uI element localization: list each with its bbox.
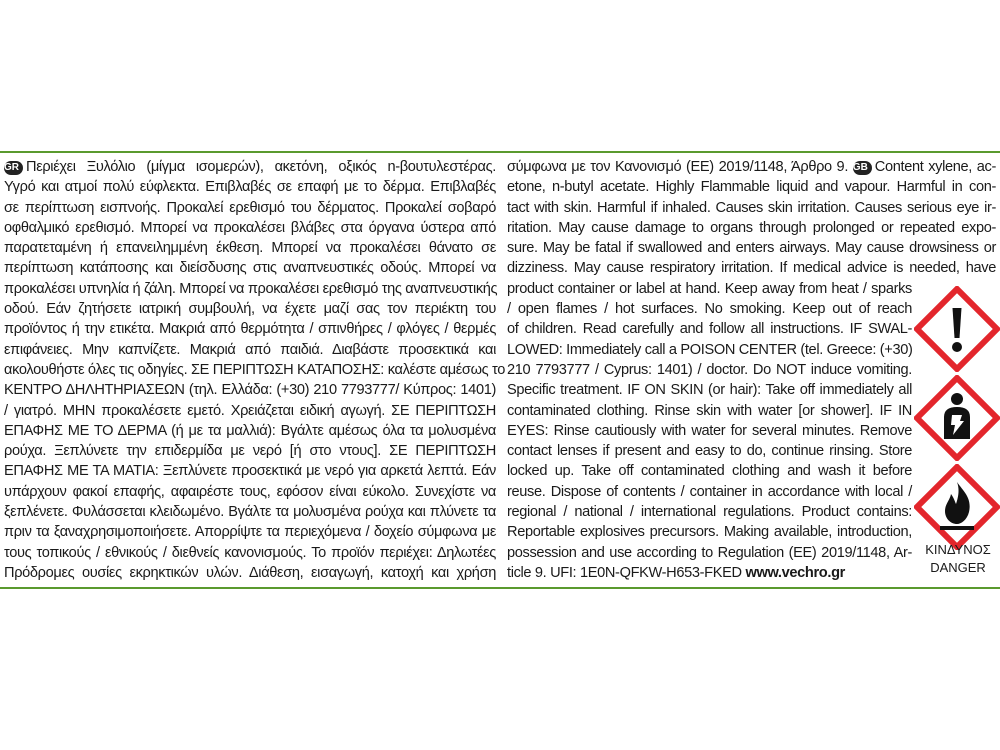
english-text-line: locked up. Take off contaminated clothing and wash it before (507, 463, 912, 480)
english-text-line: / open flames / hot surfaces. No smoking. Keep out of reach (507, 301, 912, 318)
greek-text-line: επιφάνειες. Μην καπνίζετε. Μακριά από παιδιά. Διαβάστε προσεκτικά και (4, 341, 496, 358)
greek-text-line: πριν τα ξαναχρησιμοποιήσετε. Απορρίψτε τα περιεχόμενα / δοχείο σύμφωνα με (4, 524, 496, 541)
english-text-line: ritation. May cause damage to organs through prolonged or repeated expo- (507, 219, 996, 236)
flame-icon (914, 464, 1000, 550)
english-first-line (507, 157, 996, 177)
top-rule (0, 151, 1000, 153)
greek-text-line: ρούχα. Ξεπλύνετε την επιδερμίδα με νερό [ή στο ντους]. ΣΕ ΠΕΡΙΠΤΩΣΗ (4, 443, 496, 460)
health-hazard-icon (914, 375, 1000, 461)
greek-text-line: ΚΕΝΤΡΟ ΔΗΛΗΤΗΡΙΑΣΕΩΝ (τηλ. Ελλάδα: (+30) 210 7793777/ Κύπρος: 1401) (4, 382, 496, 399)
english-text-line: possession and use according to Regulation (EE) 2019/1148, Ar- (507, 544, 912, 561)
english-text-line: tact with skin. Harmful if inhaled. Causes skin irritation. Causes serious eye ir- (507, 199, 996, 216)
gr-badge: GR (4, 161, 23, 175)
greek-text-line: οδού. Εάν ζητήσετε ιατρική συμβουλή, να έχετε μαζί σας τον περιέκτη του (4, 301, 496, 318)
english-first-prefix: σύμφωνα με τον Κανονισμό (ΕΕ) 2019/1148, Άρθρο 9. (507, 159, 849, 175)
greek-text-line: ακολουθήστε όλες τις οδηγίες. ΣΕ ΠΕΡΙΠΤΩΣΗ ΚΑΤΑΠΟΣΗΣ: καλέστε αμέσως το (4, 361, 505, 378)
greek-text-line: ΕΠΑΦΗΣ ΜΕ ΤΟ ΔΕΡΜΑ (ή με τα μαλλιά): Βγάλτε αμέσως όλα τα μολυσμένα (4, 422, 496, 439)
greek-text-line: / γιατρό. ΜΗΝ προκαλέσετε εμετό. Χρειάζεται ειδική αγωγή. ΣΕ ΠΕΡΙΠΤΩΣΗ (4, 402, 496, 419)
english-first-suffix: Content xylene, ac- (874, 159, 996, 175)
english-text-line: of children. Read carefully and follow all instructions. IF SWAL- (507, 321, 912, 338)
greek-text-line (4, 157, 496, 177)
greek-text-line: Υγρό και ατμοί πολύ εύφλεκτα. Επιβλαβές σε επαφή με το δέρμα. Επιβλαβές (4, 179, 496, 196)
greek-text-line: περίπτωση κατάποσης και διείσδυσης στις αναπνευστικές οδούς. Μπορεί να (4, 260, 496, 277)
english-text-line: dizziness. May cause respiratory irritation. If medical advice is needed, have (507, 260, 996, 277)
greek-text-line: προϊόντος ή την ετικέτα. Μακριά από θερμότητα / σπινθήρες / φλόγες / θερμές (4, 321, 496, 338)
greek-text-line: ξεπλένετε. Φυλάσσεται κλειδωμένο. Βγάλτε τα μολυσμένα ρούχα και πλύνετε τα (4, 504, 496, 521)
greek-text-line: παρατεταμένη ή επανειλημμένη έκθεση. Μπορεί να προκαλέσει θάνατο σε (4, 240, 496, 257)
english-text-line: product container or label at hand. Keep away from heat / sparks (507, 280, 912, 297)
greek-text-column (4, 157, 505, 583)
english-text-line: reuse. Dispose of contents / container in accordance with local / (507, 483, 912, 500)
greek-text-line: ΕΠΑΦΗΣ ΜΕ ΤΑ ΜΑΤΙΑ: Ξεπλύνετε προσεκτικά με νερό για αρκετά λεπτά. Εάν (4, 463, 496, 480)
greek-text-line: οφθαλμικό ερεθισμό. Μπορεί να προκαλέσει βλάβες στα όργανα ύστερα από (4, 219, 496, 236)
english-text-line: Specific treatment. IF ON SKIN (or hair): Take off immediately all (507, 382, 912, 399)
english-text-line: contaminated clothing. Rinse skin with water [or shower]. IF IN (507, 402, 912, 419)
greek-line-text: Περιέχει Ξυλόλιο (μίγμα ισομερών), ακετόνη, οξικός n-βουτυλεστέρας. (26, 159, 496, 175)
website-link[interactable]: www.vechro.gr (745, 564, 845, 581)
english-text-line: etone, n-butyl acetate. Highly Flammable liquid and vapour. Harmful in con- (507, 179, 996, 196)
exclamation-mark-icon (914, 286, 1000, 372)
english-last-text: ticle 9. UFI: 1E0N-QFKW-H653-FKED (507, 564, 742, 581)
english-text-line: Reportable explosives precursors. Making available, introduction, (507, 524, 912, 541)
greek-text-line: Πρόδρομες ουσίες εκρηκτικών υλών. Διάθεση, εισαγωγή, κατοχή και χρήση (4, 564, 496, 581)
greek-text-line: υπάρχουν φακοί επαφής, αφαιρέστε τους, εφόσον είναι εύκολο. Συνεχίστε να (4, 483, 496, 500)
english-text-line: 210 7793777 / Cyprus: 1401) / doctor. Do NOT induce vomiting. (507, 361, 912, 378)
english-text-line: EYES: Rinse cautiously with water for several minutes. Remove (507, 422, 912, 439)
signal-word-english: DANGER (930, 560, 986, 575)
greek-text-line: σε περίπτωση εισπνοής. Προκαλεί ερεθισμό του δέρματος. Προκαλεί σοβαρό (4, 199, 496, 216)
english-text-line: contact lenses if present and easy to do, continue rinsing. Store (507, 443, 912, 460)
english-text-line: regional / national / international regulations. Product contains: (507, 504, 912, 521)
english-text-line: LOWED: Immediately call a POISON CENTER (tel. Greece: (+30) (507, 341, 913, 358)
gb-badge: GB (853, 161, 872, 175)
greek-text-line: προκαλέσει υπνηλία ή ζάλη. Μπορεί να προκαλέσει ερεθισμό της αναπνευστικής (4, 280, 498, 297)
english-text-line: sure. May be fatal if swallowed and enters airways. May cause drowsiness or (507, 240, 996, 257)
signal-word-greek: ΚΙΝΔΥΝΟΣ (925, 542, 991, 557)
bottom-rule (0, 587, 1000, 589)
greek-text-line: τους τοπικούς / εθνικούς / διεθνείς κανονισμούς. Το προϊόν περιέχει: Δηλωτέες (4, 544, 496, 561)
